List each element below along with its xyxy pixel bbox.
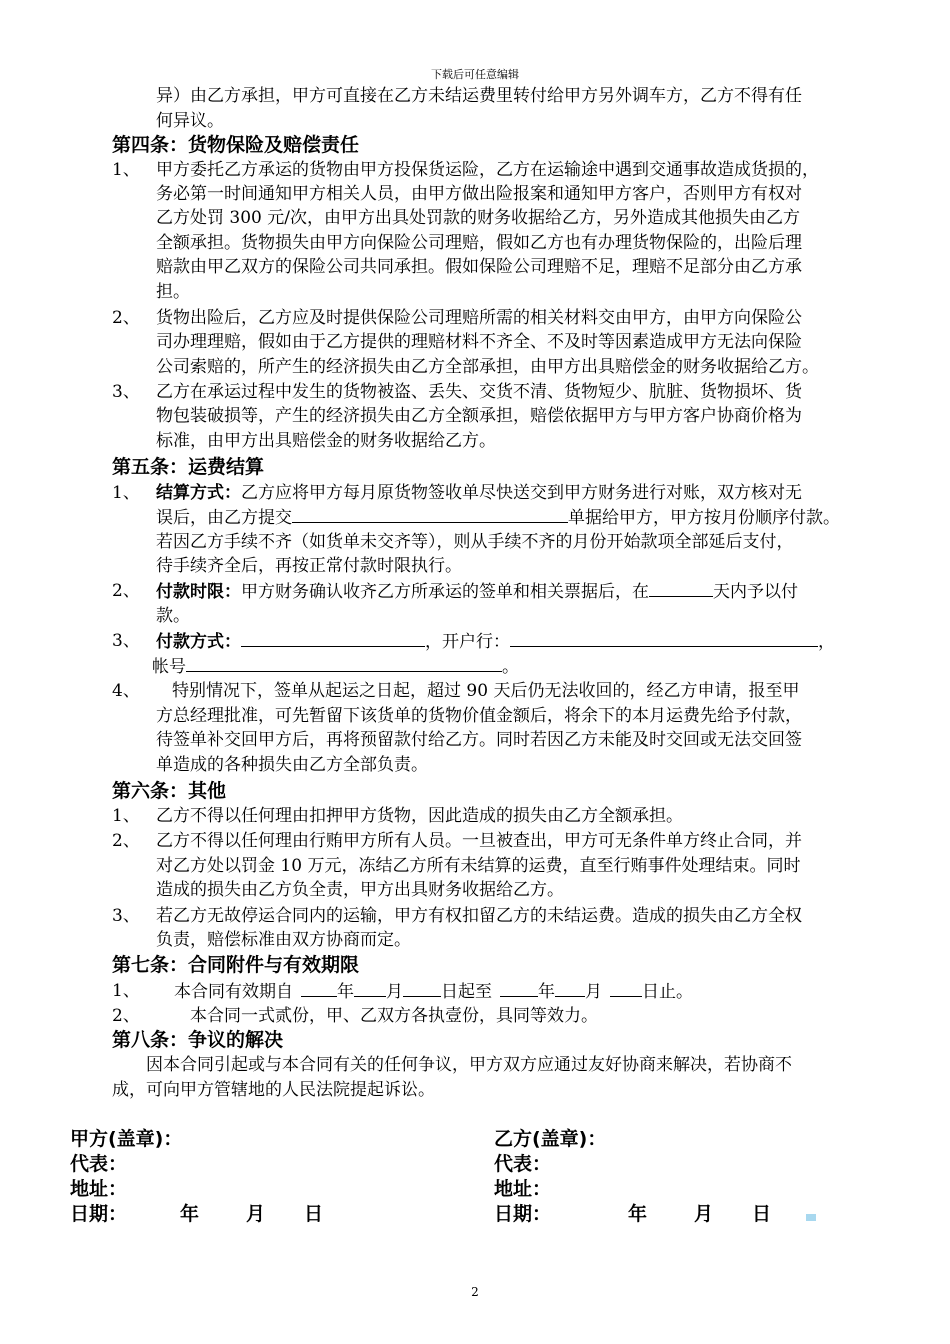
text-line: 务必第一时间通知甲方相关人员，由甲方做出险报案和通知甲方客户，否则甲方有权对 xyxy=(156,184,802,204)
party-a-rep-label: 代表： xyxy=(70,1153,128,1175)
text-line: 甲方委托乙方承运的货物由甲方投保货运险，乙方在运输途中遇到交通事故造成货损的， xyxy=(156,160,819,180)
page-number: 2 xyxy=(471,1285,479,1299)
item-number: 2、 xyxy=(112,1006,140,1026)
text-span: 年 xyxy=(337,982,354,1002)
text-span: 单据给甲方，甲方按月份顺序付款。 xyxy=(568,508,840,528)
payment-method-label: 付款方式： xyxy=(156,632,241,652)
party-b-day-label: 日 xyxy=(752,1203,772,1225)
text-line xyxy=(156,580,798,603)
text-line: 款。 xyxy=(156,606,190,626)
highlight-marker xyxy=(806,1214,816,1221)
text-line xyxy=(156,506,840,529)
text-line: 特别情况下，签单从起运之日起，超过 90 天后仍无法收回的，经乙方申请，报至甲 xyxy=(172,681,800,701)
blank-field-start-day xyxy=(403,980,441,997)
blank-field-documents xyxy=(292,506,568,523)
party-a-address-label: 地址： xyxy=(70,1178,128,1200)
text-line: 待签单补交回甲方后，再将预留款付给乙方。同时若因乙方未能及时交回或无法交回签 xyxy=(156,730,802,750)
item-number: 4、 xyxy=(112,681,140,701)
party-b-seal-label: 乙方(盖章)： xyxy=(494,1128,607,1150)
item-number: 1、 xyxy=(112,483,140,503)
party-a-seal-label: 甲方(盖章)： xyxy=(70,1128,183,1150)
text-line xyxy=(174,980,693,1003)
blank-field-account xyxy=(186,655,502,672)
text-span: 本合同有效期自 xyxy=(174,982,293,1002)
account-label: 帐号 xyxy=(152,657,186,677)
item-number: 1、 xyxy=(112,160,140,180)
text-span: 。 xyxy=(502,657,519,677)
text-span: 年 xyxy=(538,982,555,1002)
party-a-month-label: 月 xyxy=(246,1203,266,1225)
payment-term-label: 付款时限： xyxy=(156,582,241,602)
text-line: 货物出险后，乙方应及时提供保险公司理赔所需的相关材料交由甲方，由甲方向保险公 xyxy=(156,308,802,328)
text-line: 因本合同引起或与本合同有关的任何争议，甲方双方应通过友好协商来解决，若协商不 xyxy=(146,1055,792,1075)
text-line: 方总经理批准，可先暂留下该货单的货物价值金额后，将余下的本月运费先给予付款， xyxy=(156,706,802,726)
text-line: 若因乙方手续不齐（如货单未交齐等），则从手续不齐的月份开始款项全部延后支付， xyxy=(156,532,794,552)
blank-field-end-year xyxy=(500,980,538,997)
text-line: 待手续齐全后，再按正常付款时限执行。 xyxy=(156,556,462,576)
text-span: 乙方应将甲方每月原货物签收单尽快送交到甲方财务进行对账，双方核对无 xyxy=(241,483,802,503)
text-line: 物包装破损等，产生的经济损失由乙方全额承担，赔偿依据甲方与甲方客户协商价格为 xyxy=(156,406,802,426)
text-span: 甲方财务确认收齐乙方所承运的签单和相关票据后，在 xyxy=(241,582,649,602)
text-line: 赔款由甲乙双方的保险公司共同承担。假如保险公司理赔不足，理赔不足部分由乙方承 xyxy=(156,257,802,277)
text-span: 日止。 xyxy=(642,982,693,1002)
section-7-title: 第七条：合同附件与有效期限 xyxy=(112,954,360,976)
text-span: ， xyxy=(818,632,835,652)
text-line: 单造成的各种损失由乙方全部负责。 xyxy=(156,755,428,775)
text-line: 全额承担。货物损失由甲方向保险公司理赔，假如乙方也有办理货物保险的，出险后理 xyxy=(156,233,802,253)
text-line xyxy=(156,482,802,504)
text-line: 乙方不得以任何理由扣押甲方货物，因此造成的损失由乙方全额承担。 xyxy=(156,806,683,826)
page-header: 下载后可任意编辑 xyxy=(431,68,519,81)
text-span: ，开户行： xyxy=(425,632,510,652)
text-line: 担。 xyxy=(156,282,190,302)
item-number: 2、 xyxy=(112,581,140,601)
blank-field-start-year xyxy=(301,980,337,997)
text-line: 异）由乙方承担，甲方可直接在乙方未结运费里转付给甲方另外调车方，乙方不得有任 xyxy=(156,86,802,106)
item-number: 2、 xyxy=(112,308,140,328)
text-span: 月 xyxy=(585,982,602,1002)
party-b-month-label: 月 xyxy=(694,1203,714,1225)
text-line: 乙方在承运过程中发生的货物被盗、丢失、交货不清、货物短少、肮脏、货物损坏、货 xyxy=(156,382,802,402)
text-span: 天内予以付 xyxy=(713,582,798,602)
text-span: 日起至 xyxy=(441,982,492,1002)
blank-field-start-month xyxy=(354,980,386,997)
item-number: 3、 xyxy=(112,631,140,651)
text-line: 司办理理赔，假如由于乙方提供的理赔材料不齐全、不及时等因素造成甲方无法向保险 xyxy=(156,332,802,352)
item-number: 2、 xyxy=(112,831,140,851)
text-line: 对乙方处以罚金 10 万元，冻结乙方所有未结算的运费，直至行贿事件处理结束。同时 xyxy=(156,856,801,876)
text-line: 标准，由甲方出具赔偿金的财务收据给乙方。 xyxy=(156,431,496,451)
blank-field-end-month xyxy=(555,980,585,997)
text-line: 成，可向甲方管辖地的人民法院提起诉讼。 xyxy=(112,1080,435,1100)
text-line: 若乙方无故停运合同内的运输，甲方有权扣留乙方的未结运费。造成的损失由乙方全权 xyxy=(156,906,802,926)
text-span: 误后，由乙方提交 xyxy=(156,508,292,528)
party-b-date-label: 日期： xyxy=(494,1203,552,1225)
party-b-year-label: 年 xyxy=(628,1203,648,1225)
party-a-year-label: 年 xyxy=(180,1203,200,1225)
item-number: 3、 xyxy=(112,382,140,402)
section-4-title: 第四条：货物保险及赔偿责任 xyxy=(112,134,360,156)
blank-field-bank xyxy=(510,630,818,647)
blank-field-payment-method xyxy=(241,630,425,647)
text-line: 何异议。 xyxy=(156,111,224,131)
party-a-day-label: 日 xyxy=(304,1203,324,1225)
blank-field-end-day xyxy=(610,980,642,997)
text-line: 乙方处罚 300 元/次，由甲方出具处罚款的财务收据给乙方，另外造成其他损失由乙方 xyxy=(156,208,800,228)
item-number: 3、 xyxy=(112,906,140,926)
text-line: 负责，赔偿标准由双方协商而定。 xyxy=(156,930,411,950)
blank-field-days xyxy=(649,580,713,597)
party-b-rep-label: 代表： xyxy=(494,1153,552,1175)
text-line: 造成的损失由乙方负全责，甲方出具财务收据给乙方。 xyxy=(156,880,564,900)
text-span: 月 xyxy=(386,982,403,1002)
item-number: 1、 xyxy=(112,981,140,1001)
section-6-title: 第六条：其他 xyxy=(112,780,227,802)
party-a-date-label: 日期： xyxy=(70,1203,128,1225)
settlement-method-label: 结算方式： xyxy=(156,483,241,503)
text-line: 本合同一式贰份，甲、乙双方各执壹份，具同等效力。 xyxy=(190,1006,598,1026)
section-5-title: 第五条：运费结算 xyxy=(112,456,265,478)
text-line: 公司索赔的，所产生的经济损失由乙方全部承担，由甲方出具赔偿金的财务收据给乙方。 xyxy=(156,357,819,377)
text-line xyxy=(156,630,835,653)
text-line: 乙方不得以任何理由行贿甲方所有人员。一旦被查出，甲方可无条件单方终止合同，并 xyxy=(156,831,802,851)
section-8-title: 第八条：争议的解决 xyxy=(112,1029,284,1051)
item-number: 1、 xyxy=(112,806,140,826)
text-line xyxy=(152,655,519,678)
party-b-address-label: 地址： xyxy=(494,1178,552,1200)
